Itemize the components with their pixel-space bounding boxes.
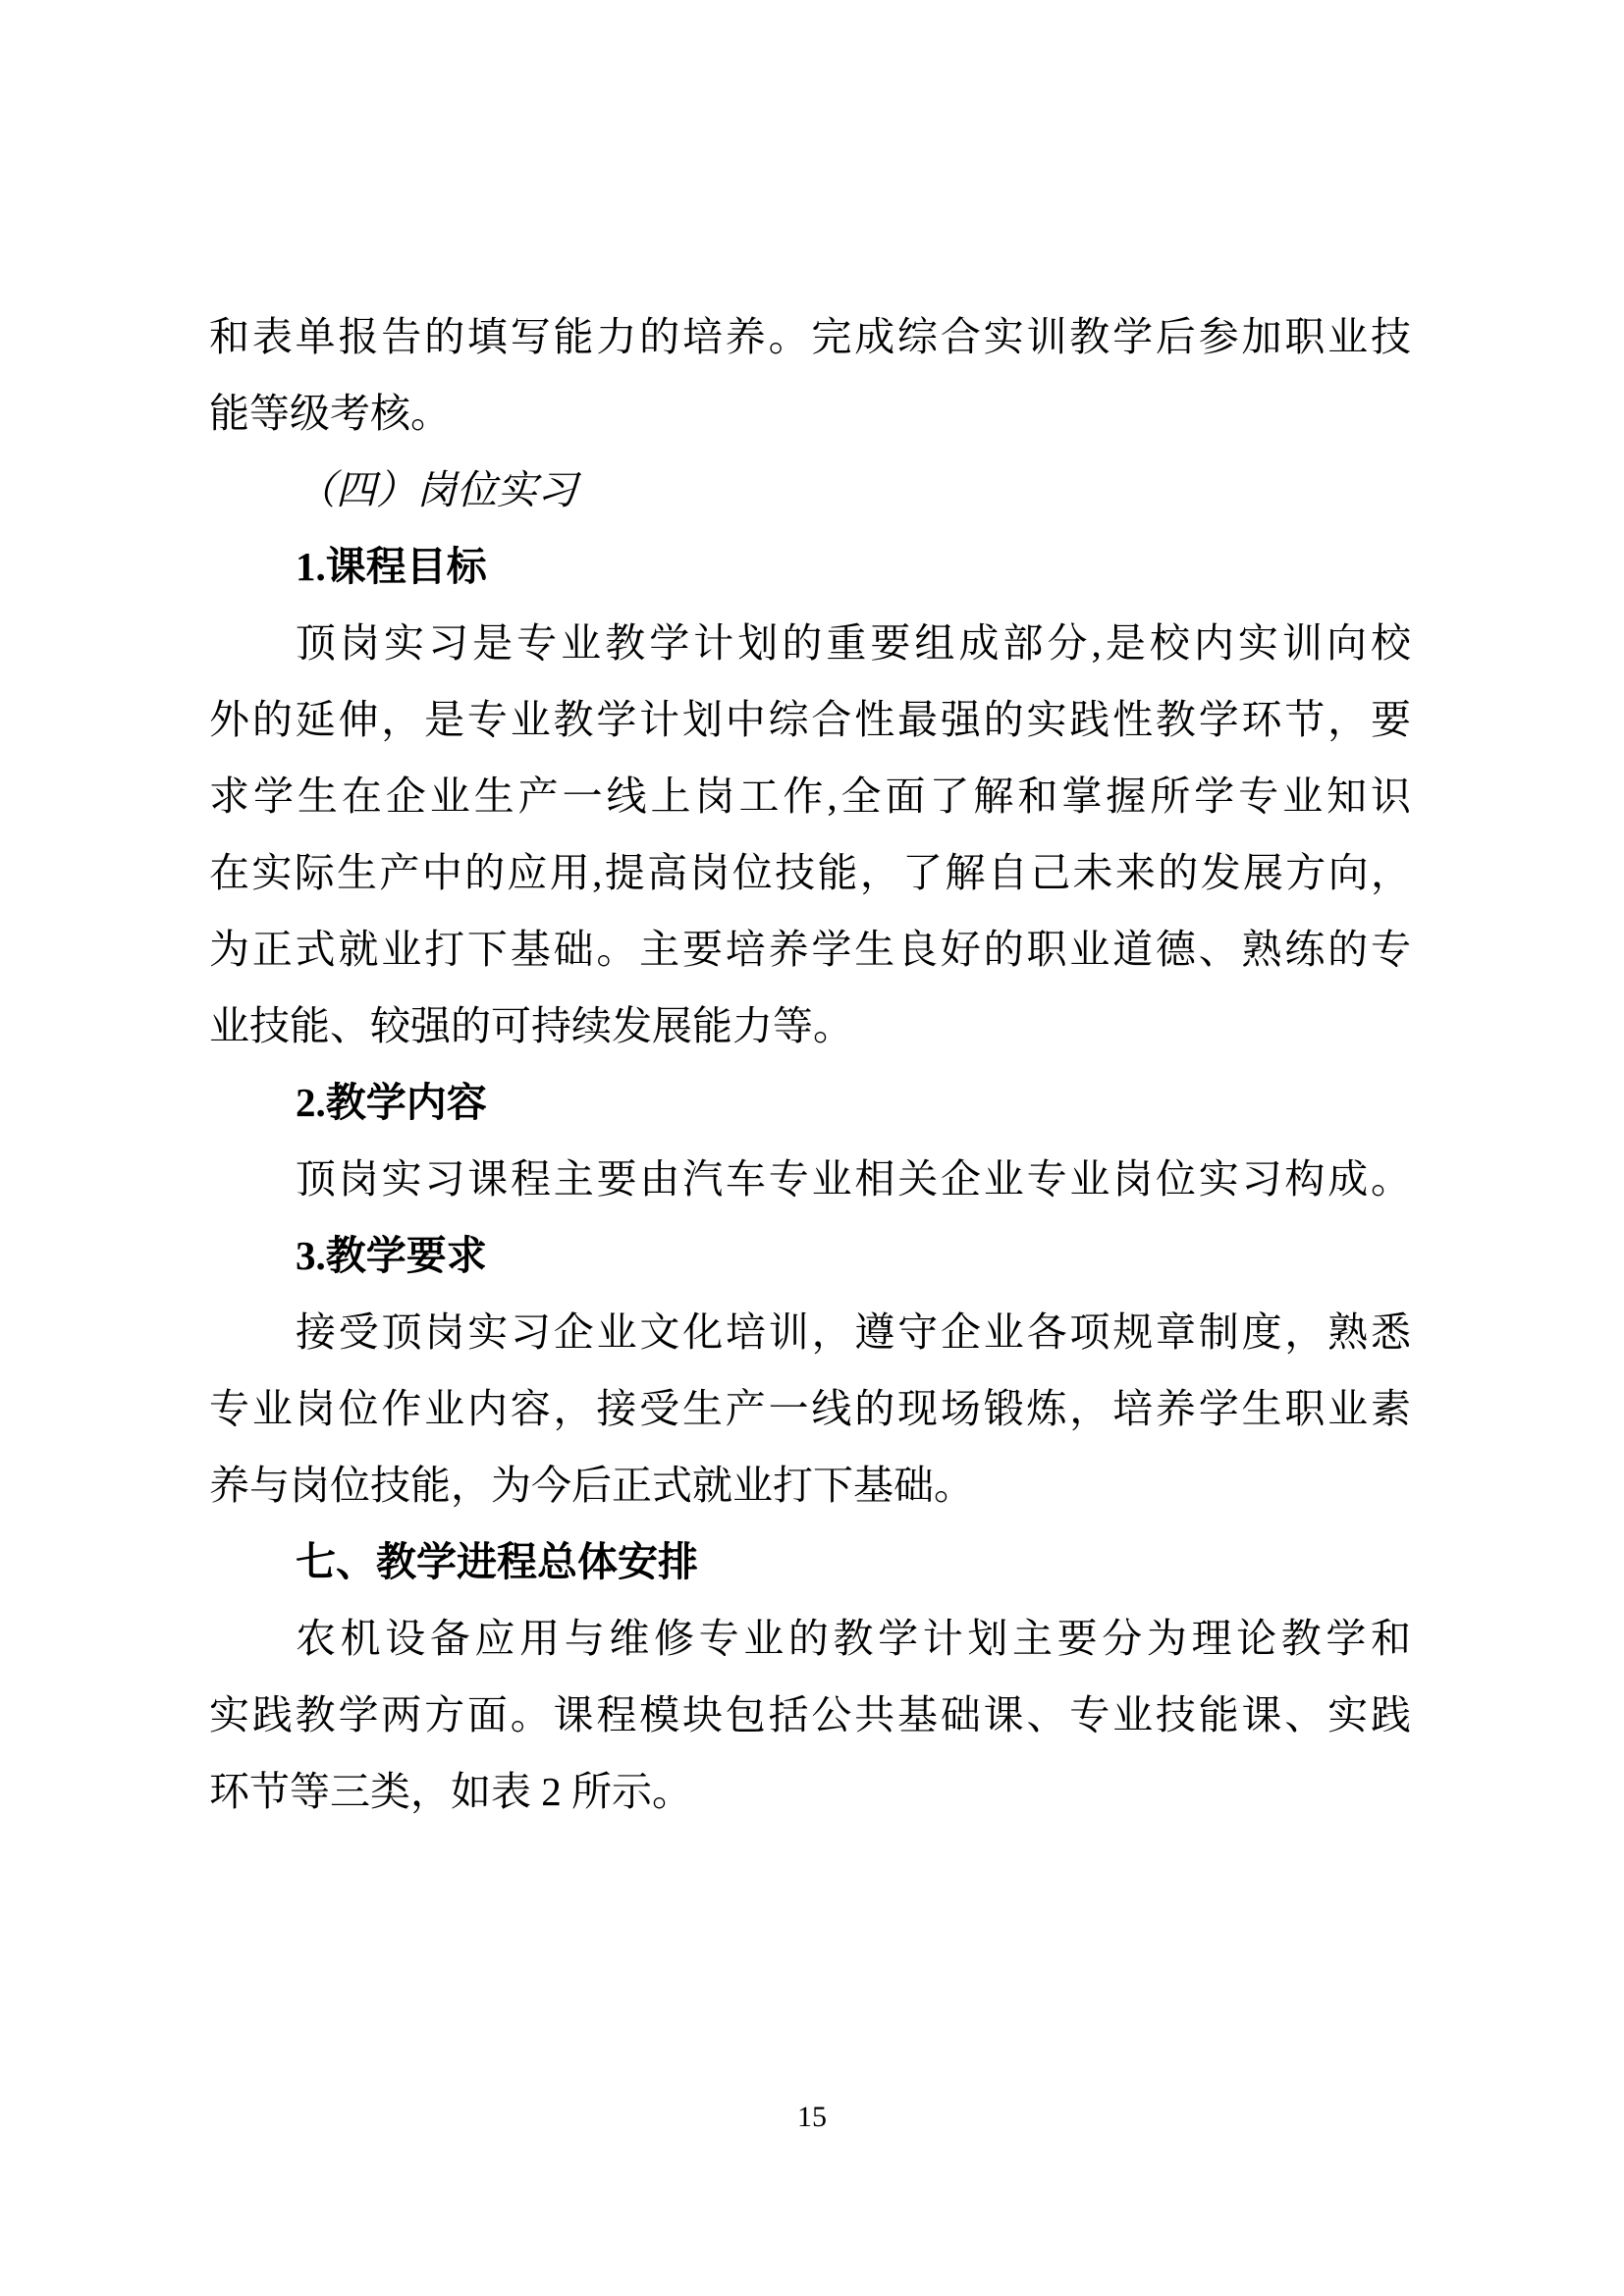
paragraph-line: 和表单报告的填写能力的培养。完成综合实训教学后参加职业技	[209, 314, 1411, 359]
paragraph-line: 养与岗位技能，为今后正式就业打下基础。	[209, 1463, 974, 1508]
paragraph-line: 外的延伸，是专业教学计划中综合性最强的实践性教学环节，要	[209, 697, 1411, 742]
paragraph-line: 为正式就业打下基础。主要培养学生良好的职业道德、熟练的专	[209, 927, 1411, 972]
numbered-heading-1: 1.课程目标	[296, 544, 487, 589]
subsection-heading: （四）岗位实习	[296, 467, 577, 512]
numbered-heading-2: 2.教学内容	[296, 1080, 487, 1125]
paragraph-line: 求学生在企业生产一线上岗工作,全面了解和掌握所学专业知识	[209, 774, 1411, 819]
paragraph-line: 农机设备应用与维修专业的教学计划主要分为理论教学和	[296, 1616, 1411, 1661]
paragraph-line: 顶岗实习课程主要由汽车专业相关企业专业岗位实习构成。	[296, 1156, 1411, 1201]
paragraph-line: 环节等三类，如表 2 所示。	[209, 1769, 692, 1814]
paragraph-line: 顶岗实习是专业教学计划的重要组成部分,是校内实训向校	[296, 620, 1411, 666]
paragraph-line: 业技能、较强的可持续发展能力等。	[209, 1003, 853, 1048]
paragraph-line: 能等级考核。	[209, 391, 451, 436]
section-heading: 七、教学进程总体安排	[296, 1539, 698, 1584]
page-number: 15	[797, 2101, 827, 2133]
paragraph-line: 在实际生产中的应用,提高岗位技能，了解自己未来的发展方向，	[209, 850, 1411, 895]
paragraph-line: 专业岗位作业内容，接受生产一线的现场锻炼，培养学生职业素	[209, 1386, 1411, 1431]
paragraph-line: 实践教学两方面。课程模块包括公共基础课、专业技能课、实践	[209, 1692, 1411, 1737]
numbered-heading-3: 3.教学要求	[296, 1233, 487, 1278]
paragraph-line: 接受顶岗实习企业文化培训，遵守企业各项规章制度，熟悉	[296, 1309, 1411, 1355]
